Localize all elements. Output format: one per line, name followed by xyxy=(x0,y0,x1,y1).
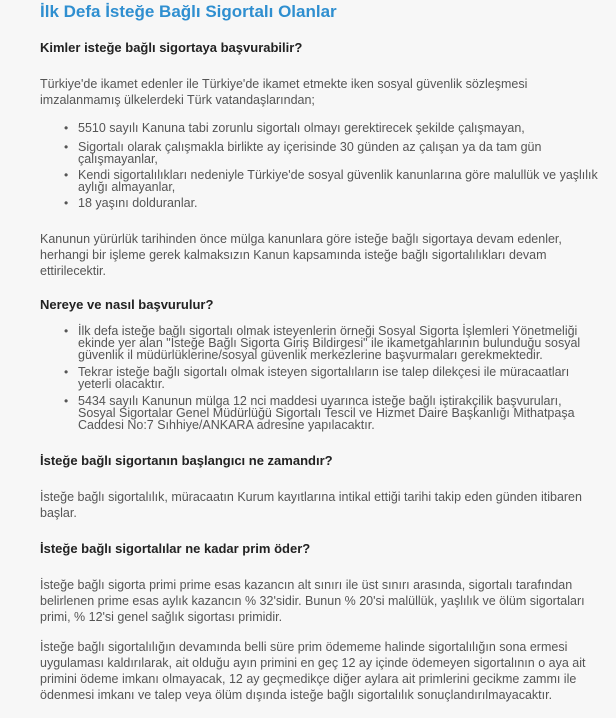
list-item: • Sigortalı olarak çalışmakla birlikte ay içerisinde 30 günden az çalışan ya da tam gün çalışmayanlar, xyxy=(64,140,542,166)
list-item: • 18 yaşını dolduranlar. xyxy=(64,196,198,210)
section-body: İsteğe bağlı sigorta primi prime esas kazancın alt sınırı ile üst sınırı arasında, sigortalı tarafından belirlenen prime esas aylık kazancın % 32'sidir. Bunun % 20'si malüllük, yaşlılık ve ölüm sigortaları primi, % 12'si genel sağlık sigortası primidir. xyxy=(40,578,585,624)
section-heading: Kimler isteğe bağlı sigortaya başvurabilir? xyxy=(40,40,303,55)
bullet-list xyxy=(40,122,602,209)
bullet-list xyxy=(40,325,602,431)
list-item: • Kendi sigortalılıkları nedeniyle Türkiye'de sosyal güvenlik kanunlarına göre malullük ve yaşlılık aylığı almayanlar, xyxy=(64,168,598,194)
section-outro: Kanunun yürürlük tarihinden önce mülga kanunlara göre isteğe bağlı sigortaya devam edenler, herhangi bir işleme gerek kalmaksızın Kanun kapsamında isteğe bağlı sigortalılıkları devam ettirilecektir. xyxy=(40,232,562,278)
bullet-icon: • xyxy=(64,168,69,182)
section-where-how xyxy=(40,279,602,431)
list-item: • 5510 sayılı Kanuna tabi zorunlu sigortalı olmayı gerektirecek şekilde çalışmayan, xyxy=(64,121,525,135)
section-body-2: İsteğe bağlı sigortalılığın devamında belli süre prim ödememe halinde sigortalılığın sona ermesi uygulaması kaldırılarak, ait olduğu ayın primini en geç 12 ay içinde ödemeyen sigortalının o aya ait primini ödeme imkanı olmayacak, 12 ay geçmedikçe diğer aylara ait primlerini gecikme zammı ile ödenmesi imkanı ve talep veya ölüm dışında isteğe bağlı sigortalılık sonuçlandırılmayacaktır. xyxy=(40,640,586,702)
list-item: • 5434 sayılı Kanunun mülga 12 nci maddesi uyarınca isteğe bağlı iştirakçilik başvuruları, Sosyal Sigortalar Genel Müdürlüğü Sigortalı Tescil ve Hizmet Daire Başkanlığı Mithatpaşa Caddesi No:7 Sıhhiye/ANKARA adresine yapılacaktır. xyxy=(64,394,575,432)
bullet-icon: • xyxy=(64,365,69,379)
content xyxy=(40,32,602,703)
page-title: İlk Defa İsteğe Bağlı Sigortalı Olanlar xyxy=(40,2,337,21)
section-body: İsteğe bağlı sigortalılık, müracaatın Kurum kayıtlarına intikal ettiği tarihi takip eden günden itibaren başlar. xyxy=(40,490,582,520)
section-heading: Nereye ve nasıl başvurulur? xyxy=(40,297,214,312)
bullet-icon: • xyxy=(64,140,69,154)
section-heading: İsteğe bağlı sigortanın başlangıcı ne zamandır? xyxy=(40,453,333,468)
section-intro: Türkiye'de ikamet edenler ile Türkiye'de ikamet etmekte iken sosyal güvenlik sözleşmesi imzalanmamış ülkelerdeki Türk vatandaşlarından; xyxy=(40,77,528,107)
bullet-icon: • xyxy=(64,394,69,408)
bullet-icon: • xyxy=(64,196,69,210)
bullet-icon: • xyxy=(64,324,69,338)
section-who-can-apply xyxy=(40,32,602,279)
list-item: • İlk defa isteğe bağlı sigortalı olmak isteyenlerin örneği Sosyal Sigorta İşlemleri Yönetmeliği ekinde yer alan "İsteğe Bağlı Sigorta Giriş Bildirgesi" ile ikametgahlarının bulunduğu sosyal güvenlik il müdürlüklerine/sosyal güvenlik merkezlerine başvurmaları gerekmektedir. xyxy=(64,324,581,362)
bullet-icon: • xyxy=(64,121,69,135)
section-start-date xyxy=(40,431,602,521)
section-premium xyxy=(40,521,602,703)
list-item: • Tekrar isteğe bağlı sigortalı olmak isteyen sigortalıların ise talep dilekçesi ile müracaatları yeterli olacaktır. xyxy=(64,365,570,391)
section-heading: İsteğe bağlı sigortalılar ne kadar prim öder? xyxy=(40,541,311,556)
